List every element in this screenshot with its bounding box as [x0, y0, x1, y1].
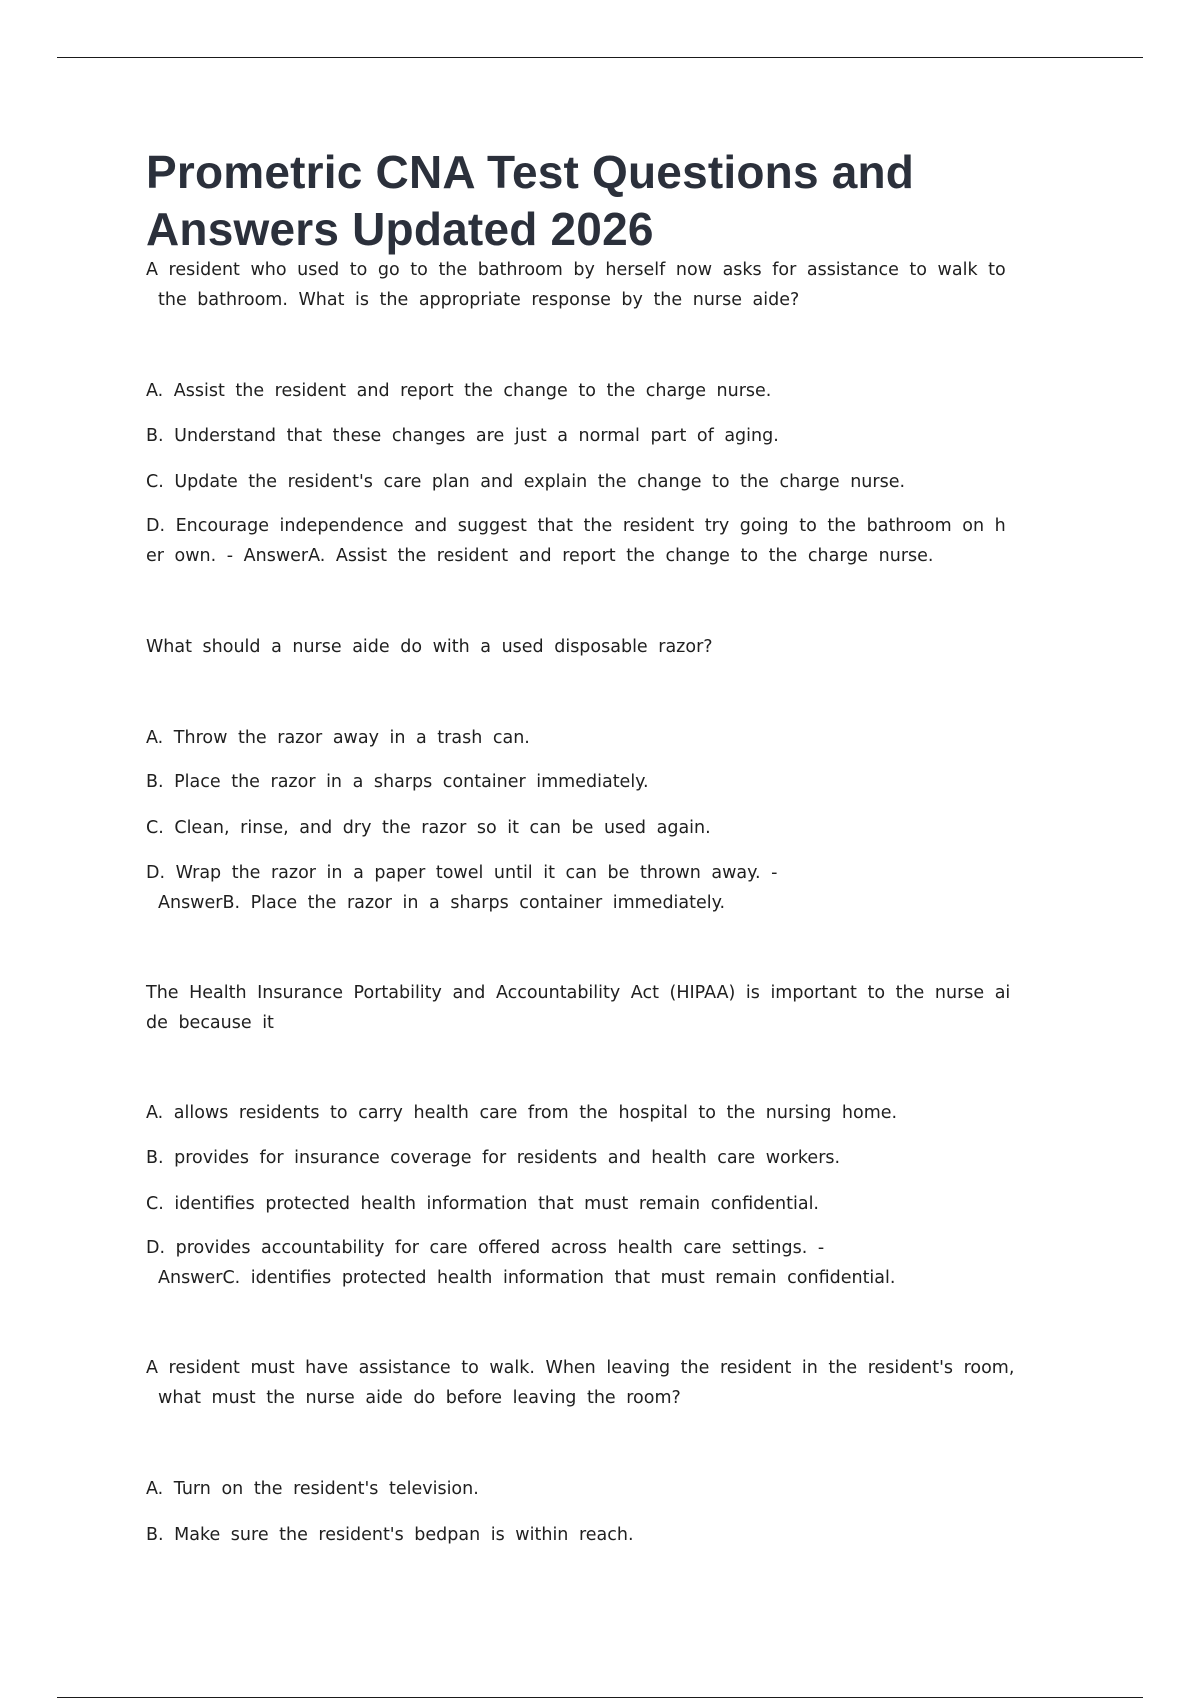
bottom-rule	[57, 1697, 1143, 1698]
question-1-option-c: C. Update the resident's care plan and explain the change to the charge nurse.	[146, 472, 906, 492]
question-3-option-d: D. provides accountability for care offered across health care settings. - AnswerC. identifies protected health information that must remain confidential.	[146, 1238, 896, 1288]
question-1-stem: A resident who used to go to the bathroom by herself now asks for assistance to walk to the bathroom. What is the appropriate response by the nurse aide?	[146, 260, 1006, 310]
question-1-option-d: D. Encourage independence and suggest that the resident try going to the bathroom on h er own. - AnswerA. Assist the resident and report the change to the charge nurse.	[146, 516, 1006, 566]
question-2-option-a: A. Throw the razor away in a trash can.	[146, 728, 530, 748]
title-line-1: Prometric CNA Test Questions and	[146, 146, 915, 198]
title-line-2: Answers Updated 2026	[146, 203, 654, 255]
question-2-option-d: D. Wrap the razor in a paper towel until it can be thrown away. - AnswerB. Place the razor in a sharps container immediately.	[146, 863, 778, 913]
question-1-option-b: B. Understand that these changes are just a normal part of aging.	[146, 426, 779, 446]
question-4-stem: A resident must have assistance to walk. When leaving the resident in the resident's room, what must the nurse aide do before leaving the room?	[146, 1358, 1015, 1408]
question-1-option-a: A. Assist the resident and report the change to the charge nurse.	[146, 381, 772, 401]
question-3-stem: The Health Insurance Portability and Accountability Act (HIPAA) is important to the nurse ai de because it	[146, 983, 1011, 1033]
question-3-option-c: C. identifies protected health information that must remain confidential.	[146, 1194, 819, 1214]
question-4-option-a: A. Turn on the resident's television.	[146, 1479, 479, 1499]
question-2-option-b: B. Place the razor in a sharps container immediately.	[146, 772, 649, 792]
question-2-stem: What should a nurse aide do with a used disposable razor?	[146, 637, 713, 657]
question-3-option-b: B. provides for insurance coverage for residents and health care workers.	[146, 1148, 841, 1168]
question-3-option-a: A. allows residents to carry health care from the hospital to the nursing home.	[146, 1103, 898, 1123]
document-title	[146, 144, 1106, 258]
question-2-option-c: C. Clean, rinse, and dry the razor so it can be used again.	[146, 818, 711, 838]
top-rule	[57, 57, 1143, 58]
question-4-option-b: B. Make sure the resident's bedpan is within reach.	[146, 1525, 634, 1545]
